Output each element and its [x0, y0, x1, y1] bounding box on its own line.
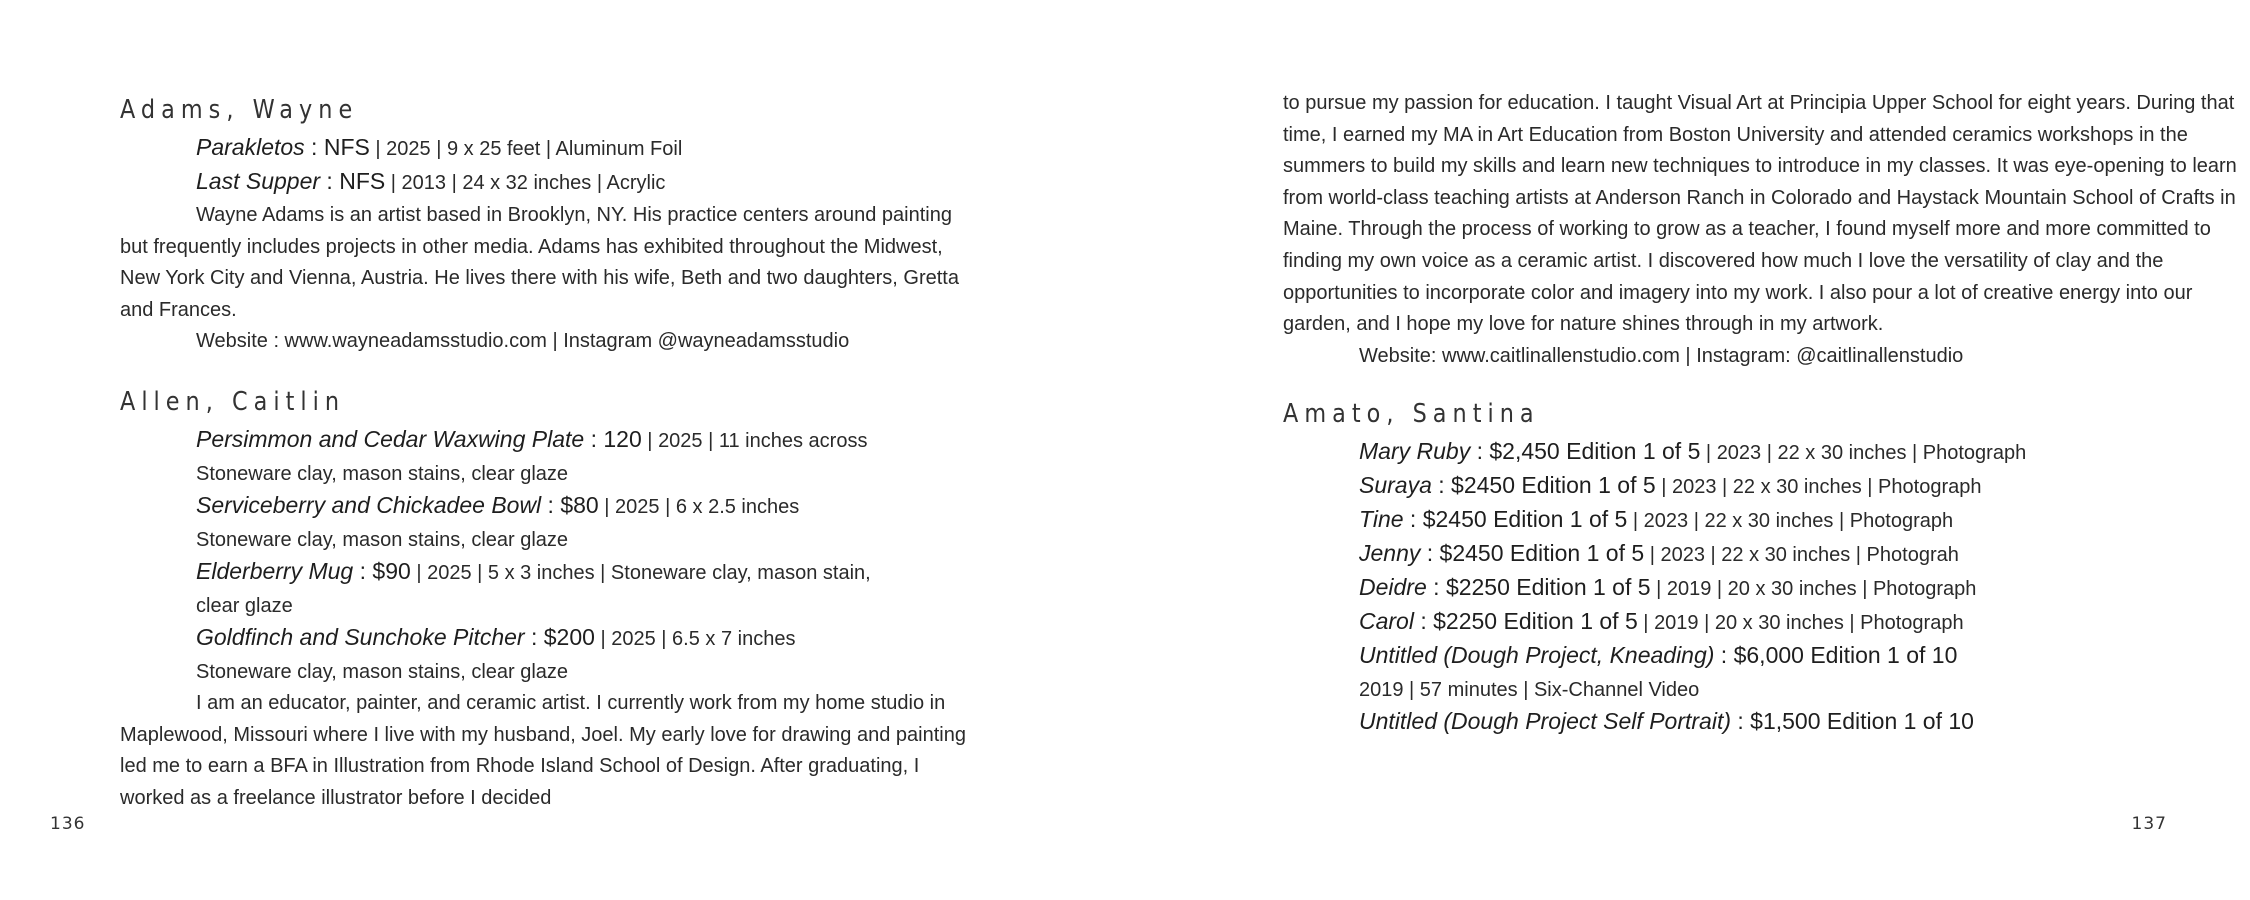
artwork-title: Carol: [1359, 608, 1414, 635]
artwork-details: 2023 | 22 x 30 inches | Photograph: [1716, 442, 2027, 465]
artwork-title: Untitled (Dough Project, Kneading): [1359, 642, 1715, 669]
artwork-price: $2,450 Edition 1 of 5: [1489, 438, 1701, 465]
artwork-entry: Persimmon and Cedar Waxwing Plate : 120 | 2025 | 11 inches across Stoneware clay, mason stains, clear glaze: [196, 424, 980, 490]
artwork-entry: Suraya : $2450 Edition 1 of 5 | 2023 | 22 x 30 inches | Photograph: [1359, 472, 1982, 499]
artwork-entry: Parakletos : NFS | 2025 | 9 x 25 feet | Aluminum Foil: [196, 134, 683, 160]
artwork-title: Suraya: [1359, 472, 1432, 499]
artist-bio-continued: [1283, 88, 2250, 372]
artwork-details: 2025 | 5 x 3 inches | Stoneware clay, mason stain,: [427, 561, 871, 584]
artist-name: Amato, Santina: [1283, 399, 1540, 430]
artwork-title: Goldfinch and Sunchoke Pitcher: [196, 623, 525, 650]
artwork-materials: Stoneware clay, mason stains, clear glaze: [196, 528, 569, 551]
artwork-details: 2023 | 22 x 30 inches | Photograph: [1643, 510, 1954, 533]
artwork-details: 2023 | 22 x 30 inches | Photograh: [1660, 544, 1959, 567]
artwork-price: $1,500 Edition 1 of 10: [1750, 708, 1974, 735]
artist-entry-adams: [120, 92, 980, 358]
artwork-materials: Stoneware clay, mason stains, clear glaze: [196, 660, 569, 683]
artwork-materials: Stoneware clay, mason stains, clear glaze: [196, 462, 569, 485]
artist-bio: Wayne Adams is an artist based in Brooklyn, NY. His practice centers around painting but frequently includes projects in other media. Adams has exhibited throughout the Midwest, New York City and Vienna, Austria. He lives there with his wife, Beth and two daughters, Gretta and Frances.: [120, 204, 959, 321]
artwork-details: 2025 | 6 x 2.5 inches: [615, 495, 800, 518]
artwork-entry: Carol : $2250 Edition 1 of 5 | 2019 | 20 x 30 inches | Photograph: [1359, 608, 1964, 635]
artwork-details: 2023 | 22 x 30 inches | Photograph: [1671, 476, 1982, 499]
artwork-details: 2013 | 24 x 32 inches | Acrylic: [401, 172, 666, 194]
artist-website: Website : www.wayneadamsstudio.com | Instagram @wayneadamsstudio: [196, 330, 850, 353]
artwork-details: 2019 | 20 x 30 inches | Photograph: [1666, 578, 1977, 601]
page-number: 136: [50, 814, 86, 834]
artwork-title: Mary Ruby: [1359, 438, 1471, 465]
artwork-title: Untitled (Dough Project Self Portrait): [1359, 708, 1731, 735]
artwork-entry: Untitled (Dough Project, Kneading) : $6,000 Edition 1 of 10 2019 | 57 minutes | Six-Channel Video: [1359, 640, 2250, 706]
artwork-price: NFS: [339, 168, 386, 194]
artwork-price: $2450 Edition 1 of 5: [1451, 472, 1656, 499]
artwork-price: 120: [603, 425, 642, 452]
artwork-price: $80: [560, 491, 599, 518]
artist-website: Website: www.caitlinallenstudio.com | Instagram: @caitlinallenstudio: [1359, 344, 1964, 367]
artwork-title: Jenny: [1359, 540, 1421, 567]
artwork-entry: Tine : $2450 Edition 1 of 5 | 2023 | 22 x 30 inches | Photograph: [1359, 506, 1954, 533]
artwork-price: $2250 Edition 1 of 5: [1433, 608, 1638, 635]
artwork-title: Deidre: [1359, 574, 1427, 601]
artist-name: Adams, Wayne: [120, 95, 359, 125]
artwork-details: 2025 | 9 x 25 feet | Aluminum Foil: [386, 138, 683, 160]
artist-bio: I am an educator, painter, and ceramic artist. I currently work from my home studio in Maplewood, Missouri where I live with my husband, Joel. My early love for drawing and painting led me to earn a BFA in Illustration from Rhode Island School of Design. After graduating, I worked as a freelance illustrator before I decided: [120, 691, 966, 809]
artwork-entry: Serviceberry and Chickadee Bowl : $80 | 2025 | 6 x 2.5 inches Stoneware clay, mason stains, clear glaze: [196, 490, 980, 556]
artwork-entry: Elderberry Mug : $90 | 2025 | 5 x 3 inches | Stoneware clay, mason stain, clear glaze: [196, 556, 980, 622]
artist-entry-amato: [1283, 396, 2250, 740]
artwork-title: Parakletos: [196, 134, 305, 160]
artwork-price: $200: [543, 623, 595, 650]
artwork-price: $90: [372, 557, 411, 584]
artwork-entry: Last Supper : NFS | 2013 | 24 x 32 inches | Acrylic: [196, 168, 666, 194]
artwork-price: $6,000 Edition 1 of 10: [1733, 642, 1958, 669]
artwork-details: 2019 | 20 x 30 inches | Photograph: [1654, 612, 1964, 635]
artwork-title: Serviceberry and Chickadee Bowl: [196, 491, 542, 518]
artwork-entry: Mary Ruby : $2,450 Edition 1 of 5 | 2023 | 22 x 30 inches | Photograph: [1359, 438, 2027, 465]
artwork-details: 2025 | 6.5 x 7 inches: [611, 627, 796, 650]
artist-bio-continued-text: to pursue my passion for education. I taught Visual Art at Principia Upper School for eight years. During that time, I earned my MA in Art Education from Boston University and attended ceramics workshops in the summers to build my skills and learn new techniques to introduce in my classes. It was eye-opening to learn from world-class teaching artists at Anderson Ranch in Colorado and Haystack Mountain School of Crafts in Maine. Through the process of working to grow as a teacher, I found myself more and more committed to finding my own voice as a ceramic artist. I discovered how much I love the versatility of clay and the opportunities to incorporate color and imagery into my work. I also pour a lot of creative energy into our garden, and I hope my love for nature shines through in my artwork.: [1283, 92, 2237, 336]
artwork-entry: Goldfinch and Sunchoke Pitcher : $200 | 2025 | 6.5 x 7 inches Stoneware clay, mason stains, clear glaze: [196, 622, 980, 688]
artwork-materials: clear glaze: [196, 594, 293, 617]
artwork-entry: Jenny : $2450 Edition 1 of 5 | 2023 | 22 x 30 inches | Photograh: [1359, 540, 1959, 567]
artwork-details: 2019 | 57 minutes | Six-Channel Video: [1359, 679, 1700, 702]
artwork-price: $2450 Edition 1 of 5: [1439, 540, 1645, 567]
artwork-entry: Deidre : $2250 Edition 1 of 5 | 2019 | 20 x 30 inches | Photograph: [1359, 574, 1977, 601]
artwork-title: Tine: [1359, 506, 1404, 533]
page-number: 137: [2131, 814, 2167, 834]
artist-name: Allen, Caitlin: [120, 386, 346, 417]
artwork-price: $2450 Edition 1 of 5: [1422, 506, 1628, 533]
left-page-content: [120, 92, 980, 814]
artwork-entry: Untitled (Dough Project Self Portrait) : $1,500 Edition 1 of 10: [1359, 708, 1974, 735]
right-page: [1125, 0, 2250, 900]
right-page-content: [1283, 88, 2250, 740]
artist-entry-allen: [120, 384, 980, 814]
artwork-details: 2025 | 11 inches across: [658, 429, 868, 452]
artwork-price: $2250 Edition 1 of 5: [1445, 574, 1651, 601]
artwork-price: NFS: [323, 134, 370, 160]
artwork-title: Elderberry Mug: [196, 557, 354, 584]
artwork-title: Persimmon and Cedar Waxwing Plate: [196, 425, 585, 452]
artwork-title: Last Supper: [196, 168, 321, 194]
